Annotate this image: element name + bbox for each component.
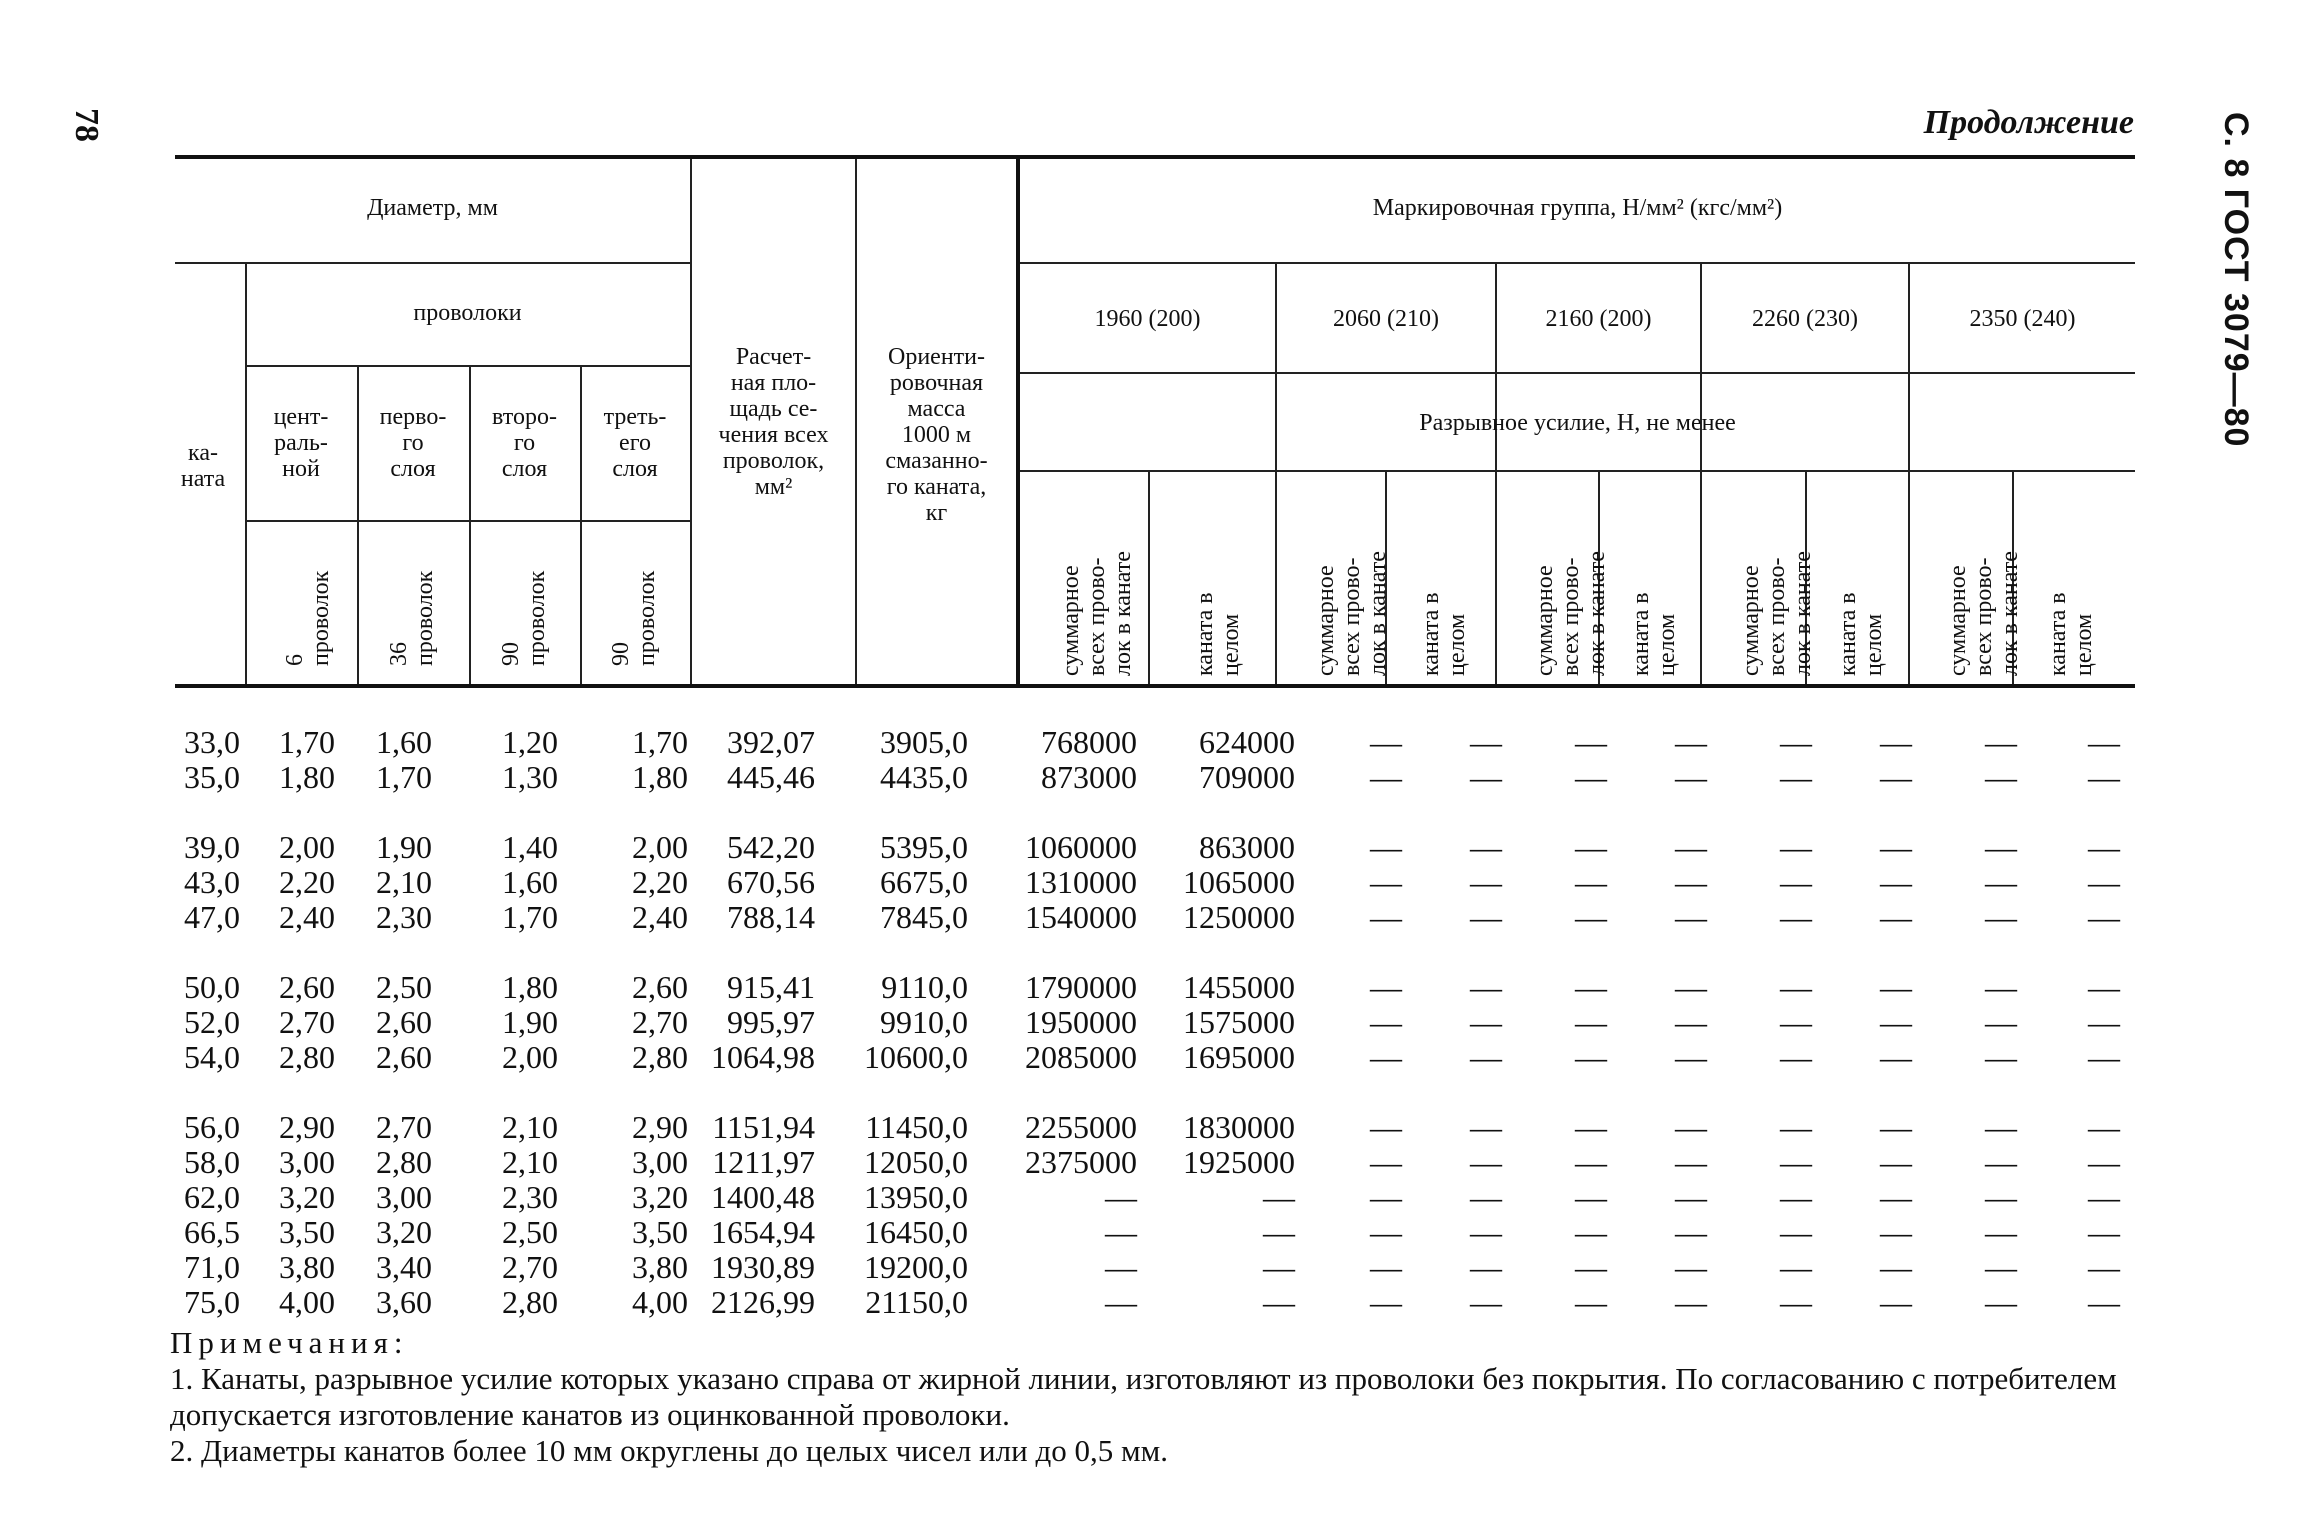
header-marking-group: Маркировочная группа, Н/мм² (кгс/мм²) <box>1372 195 1783 221</box>
page-number: 78 <box>68 108 105 142</box>
cell-l2: 1,60 <box>502 864 558 900</box>
cell-whole: 1925000 <box>1183 1144 1295 1180</box>
cell-dash: — <box>1575 1144 1607 1180</box>
cell-area: 542,20 <box>727 829 815 865</box>
cell-dash: — <box>1880 724 1912 760</box>
header-count-second: 90 проволок <box>498 570 550 666</box>
cell-dash: — <box>1575 724 1607 760</box>
cell-rope: 66,5 <box>184 1214 240 1250</box>
header-sum-wires: суммарное всех прово- лок в канате <box>1058 551 1136 676</box>
cell-whole: 863000 <box>1199 829 1295 865</box>
notes-title: Примечания: <box>170 1325 409 1360</box>
header-group-3: 2160 (200) <box>1545 306 1652 332</box>
cell-dash: — <box>2088 829 2120 865</box>
cell-dash: — <box>1575 1109 1607 1145</box>
cell-dash: — <box>1880 1214 1912 1250</box>
cell-sum: 2255000 <box>1025 1109 1137 1145</box>
header-breaking-force: Разрывное усилие, Н, не менее <box>1419 410 1736 436</box>
header-rope-whole: каната в целом <box>1418 592 1470 676</box>
cell-l3: 2,40 <box>632 899 688 935</box>
cell-dash: — <box>1575 864 1607 900</box>
cell-dash: — <box>1470 864 1502 900</box>
cell-l3: 2,60 <box>632 969 688 1005</box>
cell-l2: 2,70 <box>502 1249 558 1285</box>
cell-l1: 3,20 <box>376 1214 432 1250</box>
cell-dash: — <box>1985 1284 2017 1320</box>
cell-dash: — <box>1780 864 1812 900</box>
cell-sum: 1540000 <box>1025 899 1137 935</box>
cell-whole: 709000 <box>1199 759 1295 795</box>
header-sum-wires: суммарное всех прово- лок в канате <box>1738 551 1816 676</box>
cell-dash: — <box>1675 759 1707 795</box>
cell-dash: — <box>1370 1004 1402 1040</box>
cell-l3: 3,00 <box>632 1144 688 1180</box>
cell-l2: 1,30 <box>502 759 558 795</box>
cell-l2: 1,40 <box>502 829 558 865</box>
cell-dash: — <box>1780 969 1812 1005</box>
cell-l3: 2,90 <box>632 1109 688 1145</box>
cell-area: 1930,89 <box>711 1249 815 1285</box>
cell-dash: — <box>1370 1144 1402 1180</box>
header-second-layer: второ- го слоя <box>492 404 557 482</box>
note-2: 2. Диаметры канатов более 10 мм округлены до целых чисел или до 0,5 мм. <box>170 1433 1168 1468</box>
cell-dash: — <box>1575 1004 1607 1040</box>
cell-dash: — <box>1880 1004 1912 1040</box>
cell-dash: — <box>1470 759 1502 795</box>
cell-dash: — <box>1575 1214 1607 1250</box>
header-group-5: 2350 (240) <box>1969 306 2076 332</box>
cell-l2: 2,50 <box>502 1214 558 1250</box>
cell-l3: 2,70 <box>632 1004 688 1040</box>
header-diameter: Диаметр, мм <box>367 195 498 221</box>
cell-dash: — <box>1985 829 2017 865</box>
cell-rope: 39,0 <box>184 829 240 865</box>
cell-dash: — <box>1370 829 1402 865</box>
cell-l1: 3,60 <box>376 1284 432 1320</box>
cell-dash: — <box>1780 1039 1812 1075</box>
cell-dash: — <box>2088 864 2120 900</box>
cell-l2: 2,00 <box>502 1039 558 1075</box>
cell-rope: 52,0 <box>184 1004 240 1040</box>
cell-dash: — <box>1675 1039 1707 1075</box>
cell-dash: — <box>2088 1144 2120 1180</box>
cell-whole: 1455000 <box>1183 969 1295 1005</box>
cell-l3: 2,20 <box>632 864 688 900</box>
cell-dash: — <box>1470 1214 1502 1250</box>
cell-sum: 1310000 <box>1025 864 1137 900</box>
cell-c: 4,00 <box>279 1284 335 1320</box>
cell-dash: — <box>1470 829 1502 865</box>
cell-l1: 3,40 <box>376 1249 432 1285</box>
cell-dash: — <box>1370 1039 1402 1075</box>
cell-l1: 2,10 <box>376 864 432 900</box>
cell-dash: — <box>2088 724 2120 760</box>
cell-dash: — <box>1880 1144 1912 1180</box>
cell-l3: 1,80 <box>632 759 688 795</box>
cell-dash: — <box>1880 1109 1912 1145</box>
cell-dash: — <box>1575 969 1607 1005</box>
cell-l2: 2,10 <box>502 1144 558 1180</box>
cell-dash: — <box>1780 1144 1812 1180</box>
cell-dash: — <box>1985 899 2017 935</box>
cell-dash: — <box>1985 1214 2017 1250</box>
cell-dash: — <box>1675 724 1707 760</box>
cell-l3: 3,50 <box>632 1214 688 1250</box>
cell-mass: 7845,0 <box>880 899 968 935</box>
cell-dash: — <box>1880 1284 1912 1320</box>
cell-sum: 1790000 <box>1025 969 1137 1005</box>
header-rope-whole: каната в целом <box>2045 592 2097 676</box>
cell-sum: 1950000 <box>1025 1004 1137 1040</box>
cell-rope: 54,0 <box>184 1039 240 1075</box>
cell-mass: 13950,0 <box>864 1179 968 1215</box>
cell-l3: 2,00 <box>632 829 688 865</box>
cell-whole: — <box>1263 1214 1295 1250</box>
cell-dash: — <box>1370 899 1402 935</box>
cell-dash: — <box>1370 759 1402 795</box>
cell-l3: 1,70 <box>632 724 688 760</box>
cell-dash: — <box>1985 1109 2017 1145</box>
cell-dash: — <box>1985 1144 2017 1180</box>
cell-dash: — <box>1985 864 2017 900</box>
header-sum-wires: суммарное всех прово- лок в канате <box>1313 551 1391 676</box>
cell-c: 2,90 <box>279 1109 335 1145</box>
header-group-4: 2260 (230) <box>1752 306 1858 332</box>
header-first-layer: перво- го слоя <box>379 404 447 482</box>
cell-dash: — <box>1675 1284 1707 1320</box>
cell-dash: — <box>1780 1249 1812 1285</box>
cell-area: 1211,97 <box>712 1144 815 1180</box>
cell-l1: 2,70 <box>376 1109 432 1145</box>
cell-dash: — <box>1880 829 1912 865</box>
cell-dash: — <box>1880 864 1912 900</box>
cell-c: 2,60 <box>279 969 335 1005</box>
header-bottom-rule <box>175 684 2135 688</box>
cell-c: 3,80 <box>279 1249 335 1285</box>
cell-dash: — <box>1985 1249 2017 1285</box>
cell-dash: — <box>1470 1249 1502 1285</box>
cell-dash: — <box>1470 969 1502 1005</box>
cell-whole: — <box>1263 1179 1295 1215</box>
cell-dash: — <box>2088 759 2120 795</box>
cell-mass: 21150,0 <box>865 1284 968 1320</box>
cell-dash: — <box>1675 1109 1707 1145</box>
cell-dash: — <box>1675 969 1707 1005</box>
cell-whole: — <box>1263 1249 1295 1285</box>
cell-c: 2,70 <box>279 1004 335 1040</box>
cell-dash: — <box>1370 1179 1402 1215</box>
cell-whole: 1575000 <box>1183 1004 1295 1040</box>
cell-dash: — <box>1780 829 1812 865</box>
cell-sum: 1060000 <box>1025 829 1137 865</box>
cell-sum: — <box>1105 1284 1137 1320</box>
cell-area: 995,97 <box>727 1004 815 1040</box>
cell-dash: — <box>1370 1109 1402 1145</box>
cell-dash: — <box>1780 899 1812 935</box>
cell-l1: 1,90 <box>376 829 432 865</box>
cell-dash: — <box>1675 1249 1707 1285</box>
cell-mass: 16450,0 <box>864 1214 968 1250</box>
cell-dash: — <box>1370 1214 1402 1250</box>
cell-c: 2,40 <box>279 899 335 935</box>
cell-dash: — <box>1470 1284 1502 1320</box>
cell-dash: — <box>1370 969 1402 1005</box>
cell-l2: 1,70 <box>502 899 558 935</box>
header-rope-whole: каната в целом <box>1628 592 1680 676</box>
cell-c: 1,80 <box>279 759 335 795</box>
cell-l2: 2,80 <box>502 1284 558 1320</box>
cell-area: 670,56 <box>727 864 815 900</box>
header-wires: проволоки <box>413 300 522 326</box>
cell-area: 1400,48 <box>711 1179 815 1215</box>
cell-dash: — <box>1470 899 1502 935</box>
cell-l1: 1,60 <box>376 724 432 760</box>
cell-c: 3,20 <box>279 1179 335 1215</box>
cell-whole: 1250000 <box>1183 899 1295 935</box>
cell-dash: — <box>1985 1039 2017 1075</box>
cell-sum: 768000 <box>1041 724 1137 760</box>
cell-area: 1151,94 <box>712 1109 815 1145</box>
cell-dash: — <box>1880 1249 1912 1285</box>
cell-dash: — <box>1575 759 1607 795</box>
cell-l1: 2,60 <box>376 1004 432 1040</box>
cell-area: 392,07 <box>727 724 815 760</box>
cell-mass: 9110,0 <box>881 969 968 1005</box>
cell-dash: — <box>2088 899 2120 935</box>
cell-dash: — <box>1780 1179 1812 1215</box>
cell-dash: — <box>1370 864 1402 900</box>
cell-rope: 75,0 <box>184 1284 240 1320</box>
cell-l1: 3,00 <box>376 1179 432 1215</box>
cell-dash: — <box>1985 1004 2017 1040</box>
cell-dash: — <box>1575 1249 1607 1285</box>
cell-dash: — <box>1880 899 1912 935</box>
cell-whole: — <box>1263 1284 1295 1320</box>
cell-dash: — <box>1780 1109 1812 1145</box>
cell-dash: — <box>1470 1109 1502 1145</box>
cell-l3: 3,80 <box>632 1249 688 1285</box>
cell-dash: — <box>1675 1179 1707 1215</box>
header-mass: Ориенти- ровочная масса 1000 м смазанно- го каната, кг <box>885 344 988 526</box>
cell-mass: 3905,0 <box>880 724 968 760</box>
note-1: 1. Канаты, разрывное усилие которых указано справа от жирной линии, изготовляют из проволоки без покрытия. По согласованию с потребителем допускается изготовление канатов из оцинкованной проволоки. <box>170 1361 2117 1432</box>
header-rope-whole: каната в целом <box>1192 592 1244 676</box>
cell-sum: — <box>1105 1249 1137 1285</box>
cell-dash: — <box>1470 1179 1502 1215</box>
header-sum-wires: суммарное всех прово- лок в канате <box>1945 551 2023 676</box>
header-rope-whole: каната в целом <box>1835 592 1887 676</box>
continuation-label: Продолжение <box>1923 104 2134 141</box>
cell-dash: — <box>1985 969 2017 1005</box>
header-count-central: 6 проволок <box>282 570 334 666</box>
cell-rope: 50,0 <box>184 969 240 1005</box>
cell-dash: — <box>1370 724 1402 760</box>
cell-l1: 1,70 <box>376 759 432 795</box>
cell-dash: — <box>1780 1214 1812 1250</box>
cell-dash: — <box>2088 1004 2120 1040</box>
cell-dash: — <box>1370 1249 1402 1285</box>
cell-area: 1064,98 <box>711 1039 815 1075</box>
cell-rope: 47,0 <box>184 899 240 935</box>
cell-dash: — <box>2088 1109 2120 1145</box>
cell-dash: — <box>2088 969 2120 1005</box>
cell-dash: — <box>1780 759 1812 795</box>
cell-l2: 2,10 <box>502 1109 558 1145</box>
header-group-2: 2060 (210) <box>1333 306 1439 332</box>
cell-l2: 1,20 <box>502 724 558 760</box>
cell-l2: 1,90 <box>502 1004 558 1040</box>
cell-rope: 35,0 <box>184 759 240 795</box>
cell-l2: 1,80 <box>502 969 558 1005</box>
cell-dash: — <box>1675 864 1707 900</box>
cell-area: 2126,99 <box>711 1284 815 1320</box>
cell-l1: 2,30 <box>376 899 432 935</box>
cell-dash: — <box>1675 899 1707 935</box>
cell-rope: 56,0 <box>184 1109 240 1145</box>
cell-c: 3,00 <box>279 1144 335 1180</box>
top-rule <box>175 155 2135 159</box>
header-group-1: 1960 (200) <box>1094 306 1201 332</box>
cell-l2: 2,30 <box>502 1179 558 1215</box>
cell-dash: — <box>1675 1214 1707 1250</box>
cell-l1: 2,50 <box>376 969 432 1005</box>
cell-sum: — <box>1105 1214 1137 1250</box>
header-central: цент- раль- ной <box>273 404 329 482</box>
cell-sum: 2085000 <box>1025 1039 1137 1075</box>
cell-dash: — <box>1470 1004 1502 1040</box>
cell-dash: — <box>2088 1214 2120 1250</box>
cell-c: 2,80 <box>279 1039 335 1075</box>
cell-dash: — <box>2088 1249 2120 1285</box>
cell-dash: — <box>1575 1039 1607 1075</box>
cell-mass: 10600,0 <box>864 1039 968 1075</box>
cell-rope: 62,0 <box>184 1179 240 1215</box>
cell-dash: — <box>1470 724 1502 760</box>
cell-whole: 1695000 <box>1183 1039 1295 1075</box>
cell-dash: — <box>2088 1284 2120 1320</box>
cell-c: 1,70 <box>279 724 335 760</box>
cell-whole: 1830000 <box>1183 1109 1295 1145</box>
cell-dash: — <box>1575 1284 1607 1320</box>
cell-c: 2,20 <box>279 864 335 900</box>
cell-dash: — <box>1675 829 1707 865</box>
cell-dash: — <box>1880 1039 1912 1075</box>
header-area: Расчет- ная пло- щадь се- чения всех проволок, мм² <box>718 344 829 500</box>
cell-rope: 33,0 <box>184 724 240 760</box>
cell-area: 445,46 <box>727 759 815 795</box>
cell-whole: 624000 <box>1199 724 1295 760</box>
cell-dash: — <box>1880 1179 1912 1215</box>
cell-mass: 12050,0 <box>864 1144 968 1180</box>
side-title: С. 8 ГОСТ 3079—80 <box>2217 112 2255 448</box>
cell-dash: — <box>1780 1284 1812 1320</box>
cell-l3: 3,20 <box>632 1179 688 1215</box>
header-count-first: 36 проволок <box>386 570 438 666</box>
cell-mass: 4435,0 <box>880 759 968 795</box>
cell-dash: — <box>1780 724 1812 760</box>
cell-dash: — <box>1985 1179 2017 1215</box>
header-rope: ка- ната <box>180 440 226 492</box>
cell-c: 3,50 <box>279 1214 335 1250</box>
header-third-layer: треть- его слоя <box>603 404 667 482</box>
cell-area: 788,14 <box>727 899 815 935</box>
cell-dash: — <box>1470 1144 1502 1180</box>
cell-l3: 4,00 <box>632 1284 688 1320</box>
cell-mass: 9910,0 <box>880 1004 968 1040</box>
cell-c: 2,00 <box>279 829 335 865</box>
cell-dash: — <box>2088 1039 2120 1075</box>
cell-mass: 5395,0 <box>880 829 968 865</box>
cell-dash: — <box>1575 829 1607 865</box>
cell-l1: 2,80 <box>376 1144 432 1180</box>
cell-dash: — <box>1675 1144 1707 1180</box>
cell-dash: — <box>1575 1179 1607 1215</box>
cell-rope: 71,0 <box>184 1249 240 1285</box>
cell-mass: 11450,0 <box>865 1109 968 1145</box>
cell-area: 915,41 <box>727 969 815 1005</box>
cell-dash: — <box>2088 1179 2120 1215</box>
cell-dash: — <box>1880 759 1912 795</box>
cell-whole: 1065000 <box>1183 864 1295 900</box>
cell-mass: 19200,0 <box>864 1249 968 1285</box>
cell-area: 1654,94 <box>711 1214 815 1250</box>
cell-dash: — <box>1985 724 2017 760</box>
cell-l1: 2,60 <box>376 1039 432 1075</box>
cell-sum: 2375000 <box>1025 1144 1137 1180</box>
cell-mass: 6675,0 <box>880 864 968 900</box>
cell-dash: — <box>1675 1004 1707 1040</box>
cell-dash: — <box>1370 1284 1402 1320</box>
cell-rope: 58,0 <box>184 1144 240 1180</box>
cell-dash: — <box>1780 1004 1812 1040</box>
header-count-third: 90 проволок <box>608 570 660 666</box>
cell-rope: 43,0 <box>184 864 240 900</box>
cell-dash: — <box>1575 899 1607 935</box>
cell-dash: — <box>1880 969 1912 1005</box>
cell-l3: 2,80 <box>632 1039 688 1075</box>
notes <box>170 1325 2140 1469</box>
cell-dash: — <box>1470 1039 1502 1075</box>
cell-sum: 873000 <box>1041 759 1137 795</box>
header-sum-wires: суммарное всех прово- лок в канате <box>1532 551 1610 676</box>
cell-sum: — <box>1105 1179 1137 1215</box>
cell-dash: — <box>1985 759 2017 795</box>
